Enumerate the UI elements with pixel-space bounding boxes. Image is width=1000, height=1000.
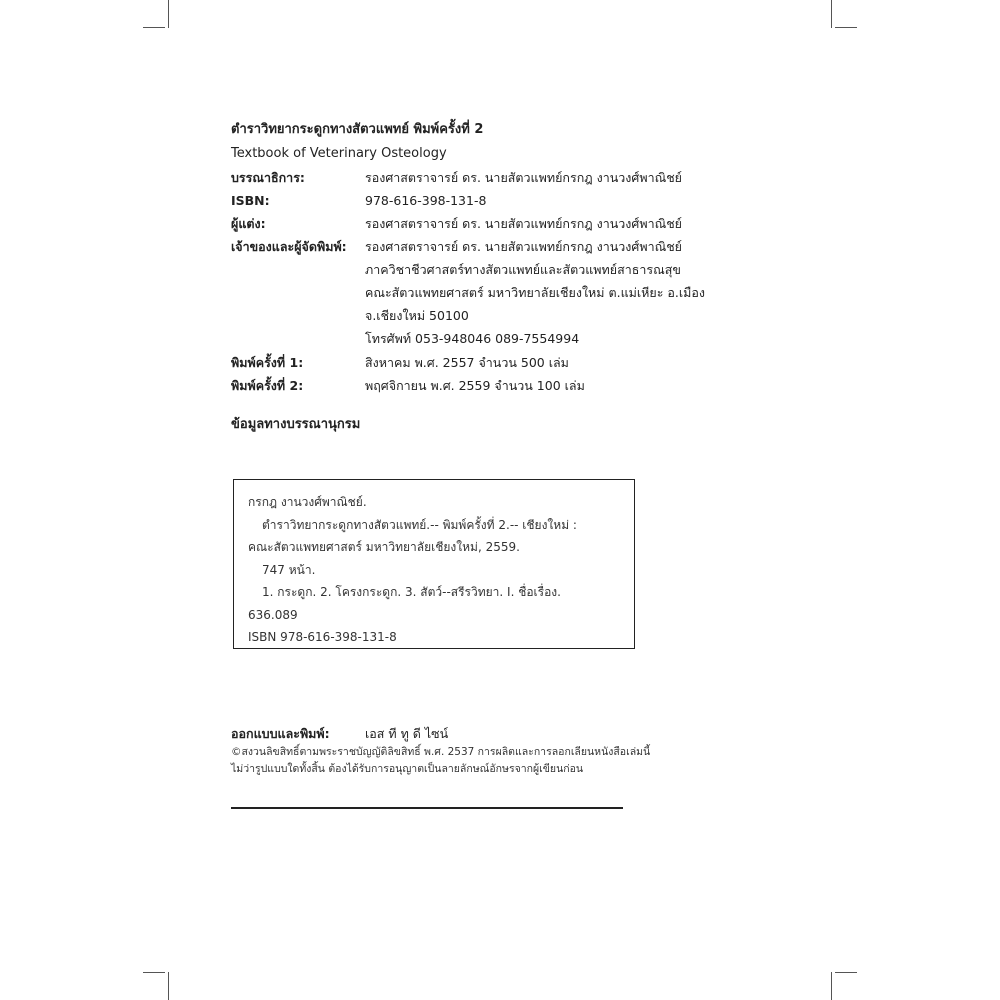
edition-value: พฤศจิกายน พ.ศ. 2559 จำนวน 100 เล่ม	[365, 378, 585, 393]
detail-row-publisher	[231, 235, 751, 350]
detail-label: บรรณาธิการ:	[231, 170, 305, 185]
detail-value: โทรศัพท์ 053-948046 089-7554994	[365, 331, 580, 346]
edition-label: พิมพ์ครั้งที่ 2:	[231, 378, 304, 393]
crop-mark	[168, 972, 169, 1000]
copyright-line: ©สงวนลิขสิทธิ์ตามพระราชบัญญัติลิขสิทธิ์ พ.ศ. 2537 การผลิตและการลอกเลียนหนังสือเล่มนี้	[231, 746, 651, 758]
cip-heading: ข้อมูลทางบรรณานุกรม	[231, 417, 361, 432]
book-title-thai: ตำราวิทยากระดูกทางสัตวแพทย์ พิมพ์ครั้งที่ 2	[231, 122, 484, 137]
editions	[231, 351, 751, 397]
detail-value: คณะสัตวแพทยศาสตร์ มหาวิทยาลัยเชียงใหม่ ต.แม่เหียะ อ.เมือง	[365, 285, 706, 300]
copyright-line: ไม่ว่ารูปแบบใดทั้งสิ้น ต้องได้รับการอนุญาตเป็นลายลักษณ์อักษรจากผู้เขียนก่อน	[231, 763, 584, 775]
edition-label: พิมพ์ครั้งที่ 1:	[231, 355, 304, 370]
crop-mark	[835, 27, 857, 28]
design-label: ออกแบบและพิมพ์:	[231, 726, 330, 741]
cip-line: 1. กระดูก. 2. โครงกระดูก. 3. สัตว์--สรีรวิทยา. I. ชื่อเรื่อง.	[262, 585, 561, 599]
detail-value: รองศาสตราจารย์ ดร. นายสัตวแพทย์กรกฎ งานวงศ์พาณิชย์	[365, 170, 683, 185]
detail-row-editor	[231, 166, 751, 189]
book-info	[231, 118, 751, 350]
cip-line: ISBN 978-616-398-131-8	[248, 630, 397, 644]
detail-label: ISBN:	[231, 193, 270, 208]
cip-line: 747 หน้า.	[262, 562, 316, 577]
crop-mark	[835, 972, 857, 973]
design-credit	[231, 722, 751, 745]
crop-mark	[831, 972, 832, 1000]
divider	[231, 807, 623, 809]
detail-row-isbn	[231, 189, 751, 212]
edition-value: สิงหาคม พ.ศ. 2557 จำนวน 500 เล่ม	[365, 355, 569, 370]
detail-value: รองศาสตราจารย์ ดร. นายสัตวแพทย์กรกฎ งานวงศ์พาณิชย์	[365, 239, 683, 254]
detail-value: จ.เชียงใหม่ 50100	[365, 308, 469, 323]
cip-line: กรกฎ งานวงศ์พาณิชย์.	[248, 495, 367, 509]
detail-label: เจ้าของและผู้จัดพิมพ์:	[231, 239, 347, 254]
crop-mark	[831, 0, 832, 28]
cip-line: คณะสัตวแพทยศาสตร์ มหาวิทยาลัยเชียงใหม่, 2559.	[248, 540, 520, 554]
edition-row	[231, 351, 751, 374]
cip-line: ตำราวิทยากระดูกทางสัตวแพทย์.-- พิมพ์ครั้งที่ 2.-- เชียงใหม่ :	[262, 517, 577, 532]
copyright-notice	[231, 744, 650, 778]
crop-mark	[143, 972, 165, 973]
cip-line: 636.089	[248, 607, 298, 622]
edition-row	[231, 374, 751, 397]
crop-mark	[168, 0, 169, 28]
detail-label: ผู้แต่ง:	[231, 216, 266, 231]
design-value: เอส ที ทู ดี ไซน์	[365, 726, 449, 741]
detail-row-author	[231, 212, 751, 235]
design-row	[231, 722, 751, 745]
crop-mark	[143, 27, 165, 28]
cip-box	[233, 479, 635, 649]
detail-value: ภาควิชาชีวศาสตร์ทางสัตวแพทย์และสัตวแพทย์สาธารณสุข	[365, 262, 681, 277]
detail-value: 978-616-398-131-8	[365, 193, 487, 208]
book-title-english: Textbook of Veterinary Osteology	[231, 146, 447, 161]
detail-value: รองศาสตราจารย์ ดร. นายสัตวแพทย์กรกฎ งานวงศ์พาณิชย์	[365, 216, 683, 231]
